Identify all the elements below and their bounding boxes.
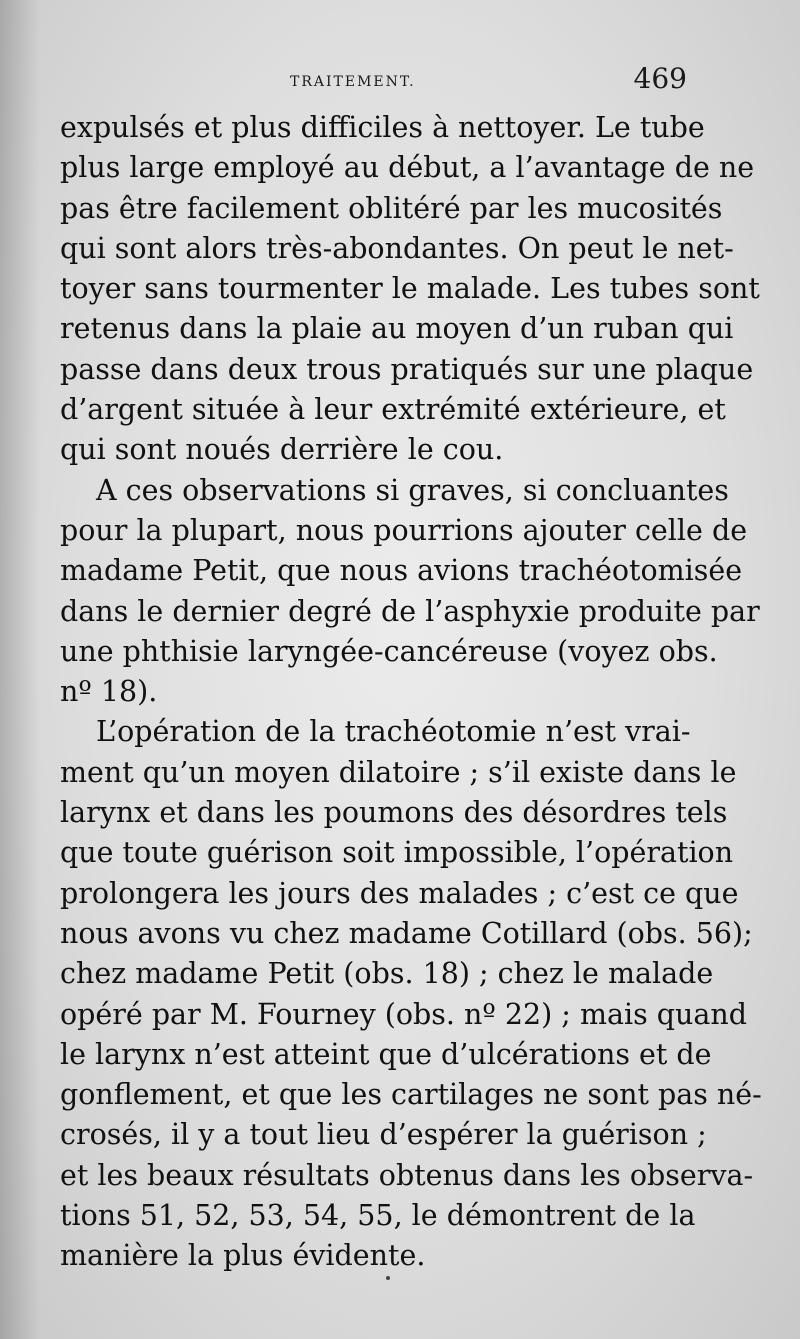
text-line: tions 51, 52, 53, 54, 55, le démontrent de la (60, 1199, 696, 1233)
text-line: madame Petit, que nous avions trachéotomisée (60, 554, 743, 588)
text-line: gonflement, et que les cartilages ne sont pas né- (60, 1078, 762, 1112)
text-line: expulsés et plus difficiles à nettoyer. Le tube (60, 111, 705, 144)
text-line: plus large employé au début, a l’avantage de ne (60, 151, 755, 185)
text-line: nº 18). (60, 675, 158, 709)
text-line: toyer sans tourmenter le malade. Les tubes sont (60, 272, 760, 306)
page-header (62, 62, 687, 102)
text-line: A ces observations si graves, si concluantes (96, 473, 729, 507)
text-line: crosés, il y a tout lieu d’espérer la guérison ; (60, 1118, 707, 1152)
text-line: ment qu’un moyen dilatoire ; s’il existe dans le (60, 755, 737, 789)
text-line: prolongera les jours des malades ; c’est ce que (60, 876, 739, 910)
text-line: que toute guérison soit impossible, l’opération (60, 836, 734, 870)
ink-speck (386, 1276, 390, 1280)
body-text (60, 108, 762, 1277)
text-line: retenus dans la plaie au moyen d’un ruban qui (60, 312, 734, 346)
text-line: d’argent située à leur extrémité extérieure, et (60, 393, 726, 427)
text-line: qui sont alors très-abondantes. On peut le net- (60, 231, 734, 265)
text-line: pour la plupart, nous pourrions ajouter celle de (60, 513, 748, 547)
text-line: manière la plus évidente. (60, 1239, 426, 1273)
text-line: L’opération de la trachéotomie n’est vrai- (96, 715, 691, 749)
text-line: larynx et dans les poumons des désordres tels (60, 796, 728, 830)
page-number: 469 (633, 62, 687, 95)
text-line: pas être facilement oblitéré par les mucosités (60, 191, 723, 225)
text-line: une phthisie laryngée-cancéreuse (voyez obs. (60, 634, 718, 668)
text-line: passe dans deux trous pratiqués sur une plaque (60, 352, 754, 386)
running-title: TRAITEMENT. (290, 74, 416, 90)
text-line: chez madame Petit (obs. 18) ; chez le malade (60, 957, 714, 991)
text-line: qui sont noués derrière le cou. (60, 433, 504, 467)
text-line: nous avons vu chez madame Cotillard (obs. 56); (60, 916, 753, 950)
text-line: opéré par M. Fourney (obs. nº 22) ; mais quand (60, 997, 747, 1031)
text-line: le larynx n’est atteint que d’ulcérations et de (60, 1037, 712, 1071)
text-line: dans le dernier degré de l’asphyxie produite par (60, 594, 760, 628)
text-line: et les beaux résultats obtenus dans les observa- (60, 1158, 754, 1192)
